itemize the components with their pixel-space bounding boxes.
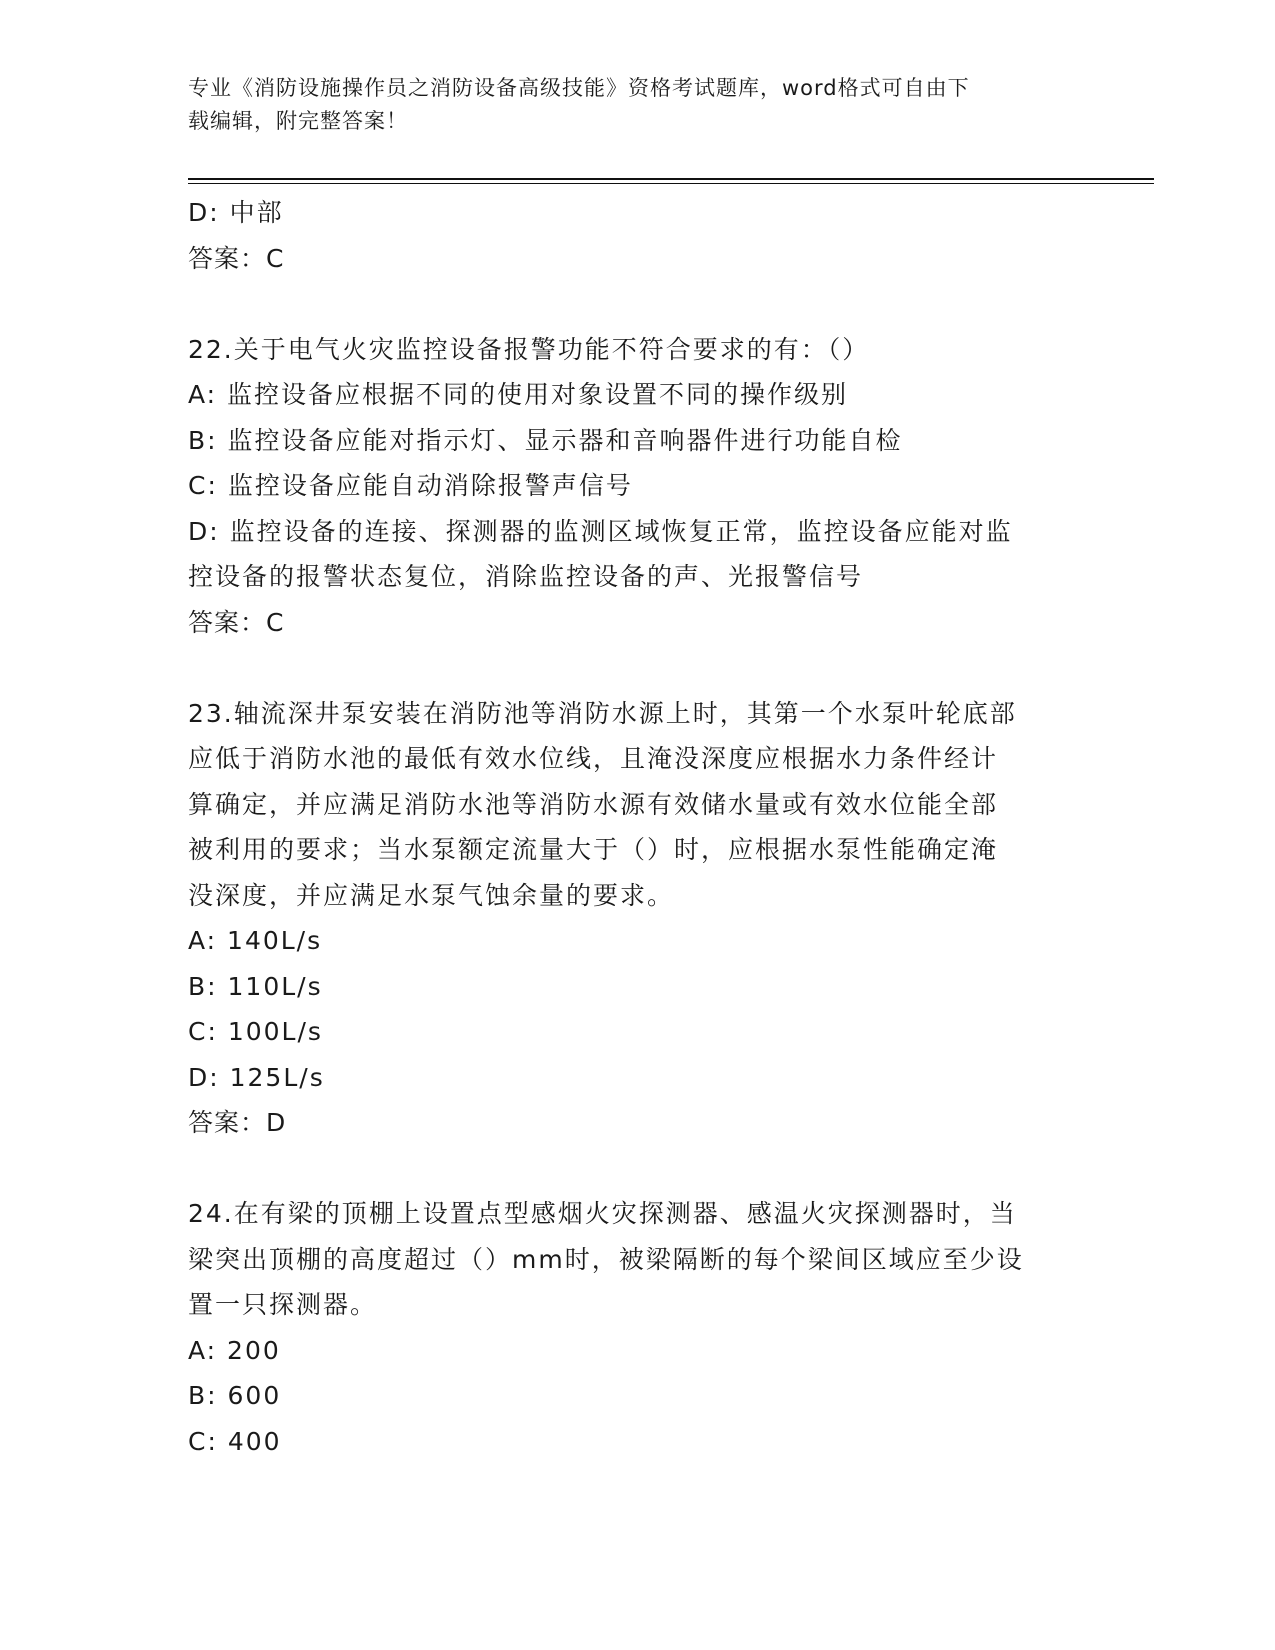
q21-answer: 答案：C: [188, 243, 285, 273]
q22-option-a: A: 监控设备应根据不同的使用对象设置不同的操作级别: [188, 380, 849, 409]
header-rule-thin: [188, 183, 1154, 184]
q21-option-d: D: 中部: [188, 198, 284, 227]
q23-option-a: A: 140L/s: [188, 926, 323, 955]
q22-option-d-line-1: D: 监控设备的连接、探测器的监测区域恢复正常，监控设备应能对监: [188, 516, 1013, 546]
q24-stem-line-1: 24.在有梁的顶棚上设置点型感烟火灾探测器、感温火灾探测器时，当: [188, 1199, 1017, 1228]
q23-stem-line-1: 23.轴流深井泵安装在消防池等消防水源上时，其第一个水泵叶轮底部: [188, 698, 1017, 728]
q22-option-b: B: 监控设备应能对指示灯、显示器和音响器件进行功能自检: [188, 425, 903, 455]
spacer: [188, 645, 1078, 691]
q24-stem-line-2: 梁突出顶棚的高度超过（）mm时，被梁隔断的每个梁间区域应至少设: [188, 1244, 1024, 1274]
q22-option-c: C: 监控设备应能自动消除报警声信号: [188, 471, 633, 500]
spacer: [188, 281, 1078, 327]
q23-option-c: C: 100L/s: [188, 1017, 323, 1046]
document-header: [188, 72, 1068, 138]
q22-stem: 22.关于电气火灾监控设备报警功能不符合要求的有：（）: [188, 334, 870, 364]
q24-option-b: B: 600: [188, 1381, 282, 1410]
q23-option-d: D: 125L/s: [188, 1062, 325, 1092]
q23-stem-line-4: 被利用的要求；当水泵额定流量大于（）时，应根据水泵性能确定淹: [188, 835, 999, 864]
question-list: [188, 190, 1078, 1464]
header-rule-thick: [188, 178, 1154, 180]
q23-answer: 答案：D: [188, 1108, 287, 1137]
q23-stem-line-2: 应低于消防水池的最低有效水位线，且淹没深度应根据水力条件经计: [188, 744, 999, 773]
q22-option-d-line-2: 控设备的报警状态复位，消除监控设备的声、光报警信号: [188, 562, 864, 591]
q24-option-a: A: 200: [188, 1335, 281, 1365]
q22-answer: 答案：C: [188, 607, 285, 637]
q24-option-c: C: 400: [188, 1426, 282, 1456]
q23-stem-line-5: 没深度，并应满足水泵气蚀余量的要求。: [188, 880, 675, 910]
spacer: [188, 1146, 1078, 1192]
header-line-2: 载编辑，附完整答案！: [188, 109, 408, 133]
header-line-1: 专业《消防设施操作员之消防设备高级技能》资格考试题库，word格式可自由下: [188, 76, 970, 100]
q23-option-b: B: 110L/s: [188, 971, 323, 1001]
q24-stem-line-3: 置一只探测器。: [188, 1290, 378, 1319]
q23-stem-line-3: 算确定，并应满足消防水池等消防水源有效储水量或有效水位能全部: [188, 789, 999, 819]
